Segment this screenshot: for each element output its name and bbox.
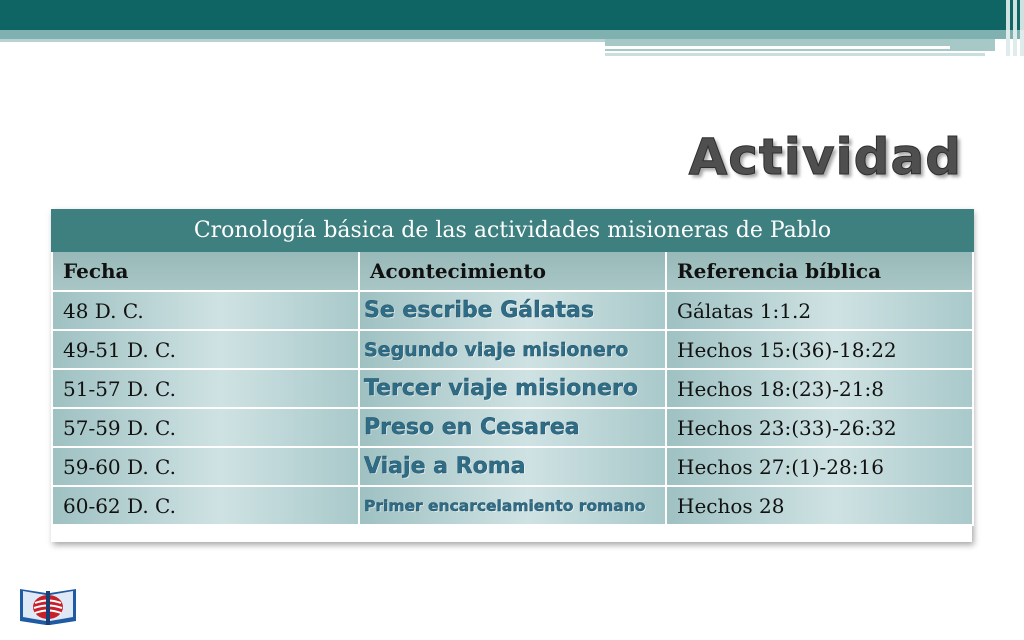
cell-referencia: Hechos 27:(1)-28:16 <box>666 447 973 486</box>
cell-acontecimiento: Tercer viaje misionero <box>359 369 666 408</box>
slide-title: Actividad <box>688 128 962 186</box>
table-row <box>52 408 973 447</box>
column-header-acontecimiento: Acontecimiento <box>359 251 666 291</box>
cell-fecha: 51-57 D. C. <box>52 369 359 408</box>
decorative-stripe <box>0 39 605 42</box>
table-row <box>52 447 973 486</box>
cell-fecha: 57-59 D. C. <box>52 408 359 447</box>
top-band-light <box>0 30 1024 39</box>
book-logo-icon <box>18 583 78 627</box>
cell-fecha: 60-62 D. C. <box>52 486 359 525</box>
cell-acontecimiento: Preso en Cesarea <box>359 408 666 447</box>
decorative-bars <box>992 0 1024 30</box>
table-caption: Cronología básica de las actividades misioneras de Pablo <box>52 210 973 251</box>
decorative-stripe <box>605 53 985 56</box>
cell-referencia: Gálatas 1:1.2 <box>666 291 973 330</box>
cell-acontecimiento: Segundo viaje misionero <box>359 330 666 369</box>
table-row <box>52 330 973 369</box>
decorative-bars <box>992 30 1024 56</box>
cell-acontecimiento: Se escribe Gálatas <box>359 291 666 330</box>
cell-acontecimiento: Primer encarcelamiento romano <box>359 486 666 525</box>
cell-referencia: Hechos 15:(36)-18:22 <box>666 330 973 369</box>
cell-fecha: 48 D. C. <box>52 291 359 330</box>
decorative-stripe <box>605 39 995 51</box>
table-row <box>52 291 973 330</box>
table-row <box>52 369 973 408</box>
decorative-stripe <box>605 46 950 49</box>
cell-referencia: Hechos 28 <box>666 486 973 525</box>
table-header-row <box>52 251 973 291</box>
cell-fecha: 59-60 D. C. <box>52 447 359 486</box>
cell-fecha: 49-51 D. C. <box>52 330 359 369</box>
chronology-table <box>51 209 972 542</box>
column-header-referencia: Referencia bíblica <box>666 251 973 291</box>
column-header-fecha: Fecha <box>52 251 359 291</box>
top-band <box>0 0 1024 30</box>
cell-referencia: Hechos 23:(33)-26:32 <box>666 408 973 447</box>
cell-acontecimiento: Viaje a Roma <box>359 447 666 486</box>
cell-referencia: Hechos 18:(23)-21:8 <box>666 369 973 408</box>
table-caption-row <box>52 210 973 251</box>
table-row <box>52 486 973 525</box>
